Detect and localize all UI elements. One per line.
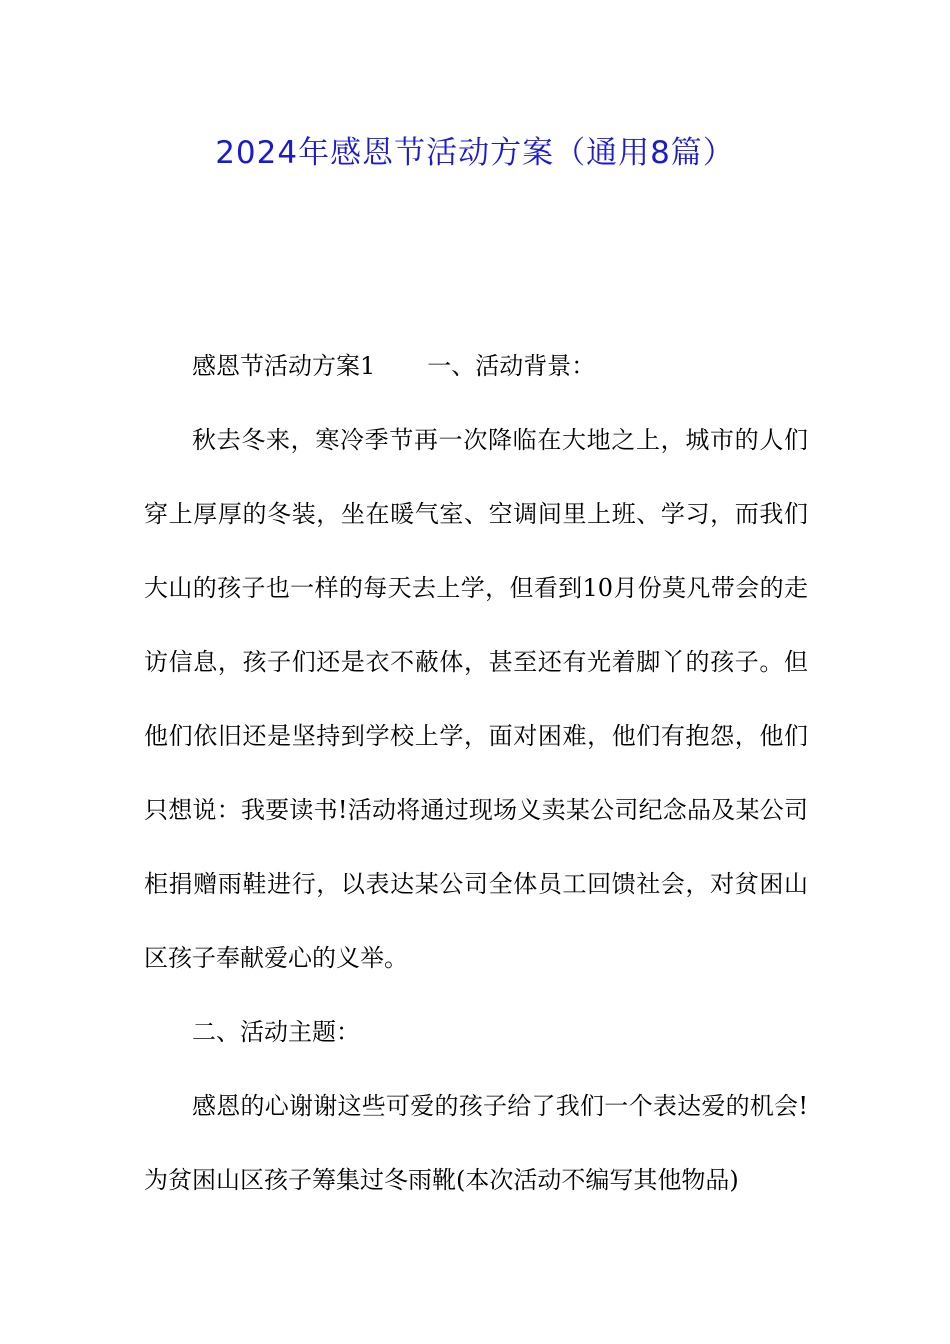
subheading-theme: 二、活动主题： [192, 1018, 360, 1046]
paragraph-theme: 感恩的心谢谢这些可爱的孩子给了我们一个表达爱的机会!为贫困山区孩子筹集过冬雨靴(本次活动不编写其他物品) [144, 1092, 808, 1194]
subheading-background: 一、活动背景： [427, 352, 596, 380]
section-heading-line [144, 329, 808, 403]
document-title: 2024年感恩节活动方案（通用8篇） [215, 135, 735, 171]
document-body [144, 329, 808, 1217]
paragraph-background: 秋去冬来，寒冷季节再一次降临在大地之上，城市的人们穿上厚厚的冬装，坐在暖气室、空调间里上班、学习，而我们大山的孩子也一样的每天去上学，但看到10月份莫凡带会的走访信息，孩子们还是衣不蔽体，甚至还有光着脚丫的孩子。但他们依旧还是坚持到学校上学，面对困难，他们有抱怨，他们只想说：我要读书!活动将通过现场义卖某公司纪念品及某公司柜捐赠雨鞋进行，以表达某公司全体员工回馈社会，对贫困山区孩子奉献爱心的义举。 [144, 426, 808, 972]
section-heading: 感恩节活动方案1 [192, 352, 376, 380]
